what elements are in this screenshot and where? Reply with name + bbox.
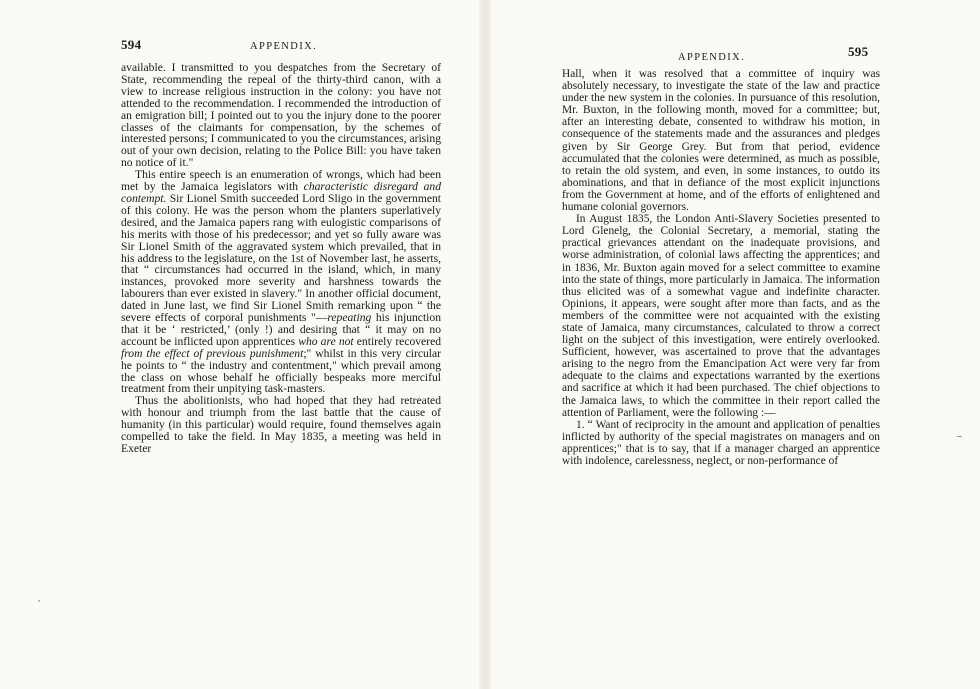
left-paragraph-1: available. I transmitted to you despatches from the Secretary of State, recommending the repeal of the thirty-third canon, with a view to increase religious instruction in the colony: you have not attended to the recommendation. I recommended the introduction of an emigration bill; I pointed out to you the injury done to the poorer classes of the claimants for compensation, by the schemes of interested persons; I communicated to you the circumstances, arising out of your own decision, relating to the Police Bill: you have taken no notice of it." <box>121 61 441 170</box>
left-p2-text-c: his injunction that it be ‘ restricted,’ (only !) and desiring that “ it may on no account be inflicted upon apprentices <box>121 311 441 348</box>
scan-speck <box>38 600 40 602</box>
left-p2-text-e: ;" whilst in this very circular he points to “ the industry and contentment," which prevail among the class on whose behalf he officially bespeaks more merciful treatment from their unpitying task-masters. <box>121 346 442 396</box>
left-p2-emphasis-4: from the effect of previous punishment <box>121 346 304 360</box>
left-p2-emphasis: characteristic disregard and contempt. <box>121 180 441 205</box>
right-paragraph-1: Hall, when it was resolved that a committee of inquiry was absolutely necessary, to investigate the state of the law and practice under the new system in the colonies. In pursuance of this resolution, Mr. Buxton, in the following month, moved for a committee; but, after an interesting debate, consented to withdraw his motion, in consequence of the statements made and the assurances and pledges given by Sir George Grey. But from that period, evidence accumulated that the colonies were determined, as much as possible, to retain the old system, and even, in some instances, to outdo its abominations, and that in defiance of the most explicit injunctions from the Government at home, and of the efforts of enlightened and humane colonial governors. <box>562 68 880 214</box>
left-page-number: 594 <box>121 37 142 52</box>
left-p2-text-b: Sir Lionel Smith succeeded Lord Sligo in the government of this colony. He was the person whom the planters superlatively desired, and the Jamaica papers rang with eulogistic comparisons of his merits with those of his predecessor; and yet so fully aware was Sir Lionel Smith of the aggravated system which prevailed, that in his address to the legislature, on the 1st of November last, he asserts, that “ circumstances had occurred in the island, which, in many instances, provoked more severity and harshness towards the labourers than ever existed in slavery." In another official document, dated in June last, we find Sir Lionel Smith remarking upon “ the severe effects of corporal punishments "— <box>121 191 441 325</box>
right-paragraph-3: 1. “ Want of reciprocity in the amount and application of penalties inflicted by authority of the special magistrates on managers and on apprentices;" that is to say, that if a manager charged an apprentice with indolence, carelessness, neglect, or non-performance of <box>562 418 880 467</box>
left-page <box>0 0 480 689</box>
left-p2-emphasis-3: who are not <box>298 334 354 348</box>
left-page-text <box>121 62 441 455</box>
left-p2-text-a: This entire speech is an enumeration of wrongs, which had been met by the Jamaica legislators with <box>121 168 441 194</box>
right-page-text <box>562 68 880 467</box>
left-running-head: APPENDIX. <box>250 41 318 52</box>
right-page <box>490 0 980 689</box>
right-running-head: APPENDIX. <box>678 52 746 63</box>
left-paragraph-3: Thus the abolitionists, who had hoped that they had retreated with honour and triumph from the last battle that the cause of humanity (in this particular) would require, found themselves again compelled to take the field. In May 1835, a meeting was held in Exeter <box>121 394 441 455</box>
left-paragraph-2 <box>121 169 441 395</box>
left-p2-emphasis-2: repeating <box>327 311 372 325</box>
left-p2-text-d: entirely recovered <box>353 334 442 348</box>
margin-mark <box>957 436 962 437</box>
right-page-number: 595 <box>848 44 869 59</box>
right-paragraph-2: In August 1835, the London Anti-Slavery Societies presented to Lord Glenelg, the Colonial Secretary, a memorial, stating the practical grievances attendant on the inadequate provisions, and worse administration, of colonial laws affecting the apprentices; and in 1836, Mr. Buxton again moved for a select committee to examine into the state of things, more particularly in Jamaica. The information thus elicited was of a somewhat vague and indefinite character. Opinions, it appears, were sought after more than facts, and as the members of the committee were not acquainted with the existing state of Jamaica, many circumstances, calculated to throw a correct light on the subject of this investigation, were entirely overlooked. Sufficient, however, was ascertained to prove that the advantages arising to the negro from the Emancipation Act were very far from adequate to the claims and expectations warranted by the exertions and sacrifice at which it had been purchased. The chief objections to the Jamaica laws, to which the committee in their report called the attention of Parliament, were the following :— <box>562 213 880 419</box>
